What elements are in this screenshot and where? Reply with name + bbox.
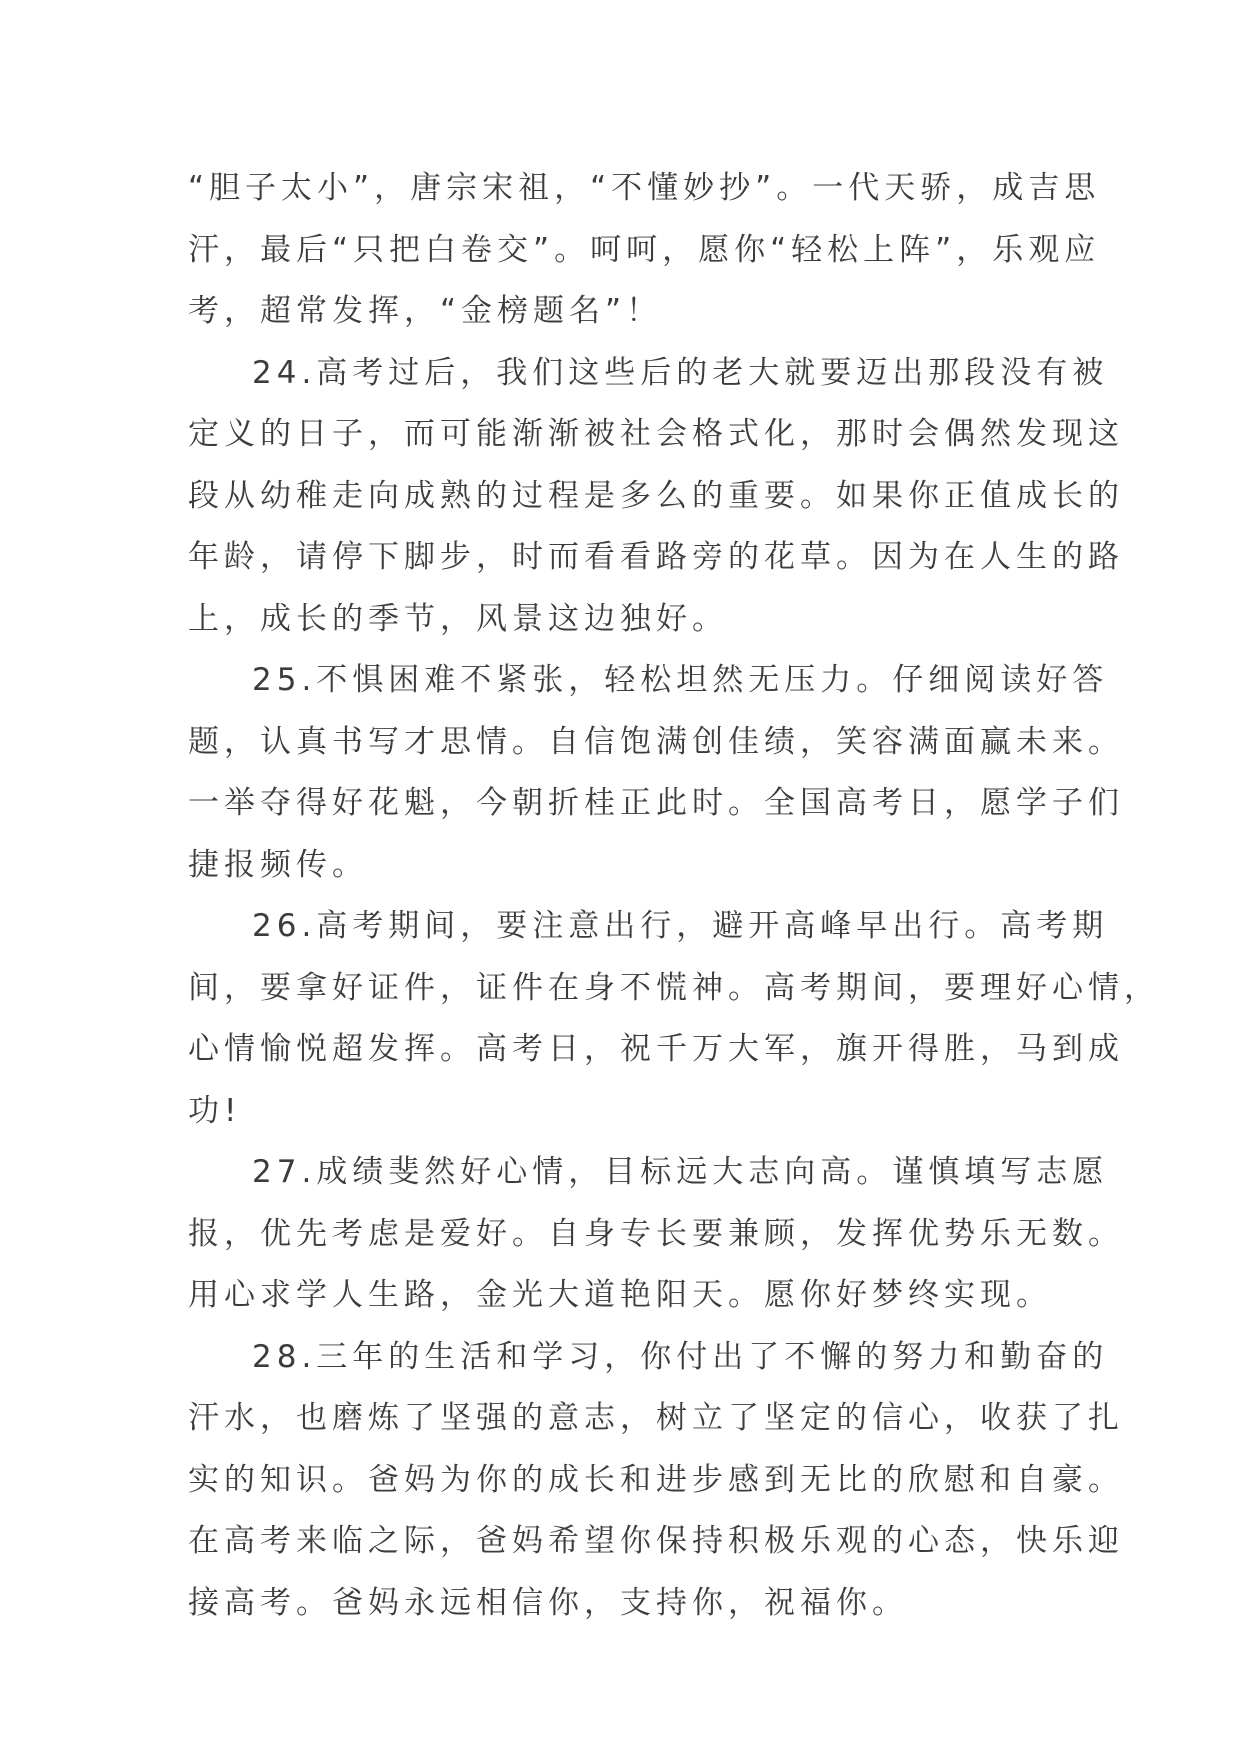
text-line: 一举夺得好花魁，今朝折桂正此时。全国高考日，愿学子们 (188, 785, 1124, 821)
text-line: “胆子太小”，唐宗宋祖，“不懂妙抄”。一代天骄，成吉思 (188, 170, 1101, 206)
paragraph-25-start: 25.不惧困难不紧张，轻松坦然无压力。仔细阅读好答 (252, 662, 1109, 698)
text-line: 考，超常发挥，“金榜题名”！ (188, 293, 663, 329)
text-line: 接高考。爸妈永远相信你，支持你，祝福你。 (188, 1584, 908, 1621)
text-line: 捷报频传。 (188, 846, 368, 883)
text-line: 段从幼稚走向成熟的过程是多么的重要。如果你正值成长的 (188, 477, 1124, 514)
document-body (188, 158, 1160, 1634)
paragraph-26-start: 26.高考期间，要注意出行，避开高峰早出行。高考期 (252, 908, 1109, 944)
text-line: 上，成长的季节，风景这边独好。 (188, 600, 728, 637)
text-line: 汗，最后“只把白卷交”。呵呵，愿你“轻松上阵”，乐观应 (188, 231, 1101, 268)
text-line: 年龄，请停下脚步，时而看看路旁的花草。因为在人生的路 (188, 539, 1124, 575)
text-line: 定义的日子，而可能渐渐被社会格式化，那时会偶然发现这 (188, 416, 1124, 452)
text-line: 功! (188, 1092, 242, 1129)
text-line: 题，认真书写才思情。自信饱满创佳绩，笑容满面赢未来。 (188, 723, 1124, 760)
text-line: 汗水，也磨炼了坚强的意志，树立了坚定的信心，收获了扎 (188, 1400, 1124, 1436)
text-line: 用心求学人生路，金光大道艳阳天。愿你好梦终实现。 (188, 1277, 1052, 1313)
paragraph-28-start: 28.三年的生活和学习，你付出了不懈的努力和勤奋的 (252, 1338, 1109, 1375)
text-line: 报，优先考虑是爱好。自身专长要兼顾，发挥优势乐无数。 (188, 1215, 1124, 1252)
paragraph-24-start: 24.高考过后，我们这些后的老大就要迈出那段没有被 (252, 354, 1109, 391)
text-line: 实的知识。爸妈为你的成长和进步感到无比的欣慰和自豪。 (188, 1461, 1124, 1498)
text-line: 间，要拿好证件，证件在身不慌神。高考期间，要理好心情， (188, 969, 1160, 1006)
text-line: 在高考来临之际，爸妈希望你保持积极乐观的心态，快乐迎 (188, 1523, 1124, 1559)
paragraph-27-start: 27.成绩斐然好心情，目标远大志向高。谨慎填写志愿 (252, 1154, 1109, 1190)
text-line: 心情愉悦超发挥。高考日，祝千万大军，旗开得胜，马到成 (188, 1031, 1124, 1067)
